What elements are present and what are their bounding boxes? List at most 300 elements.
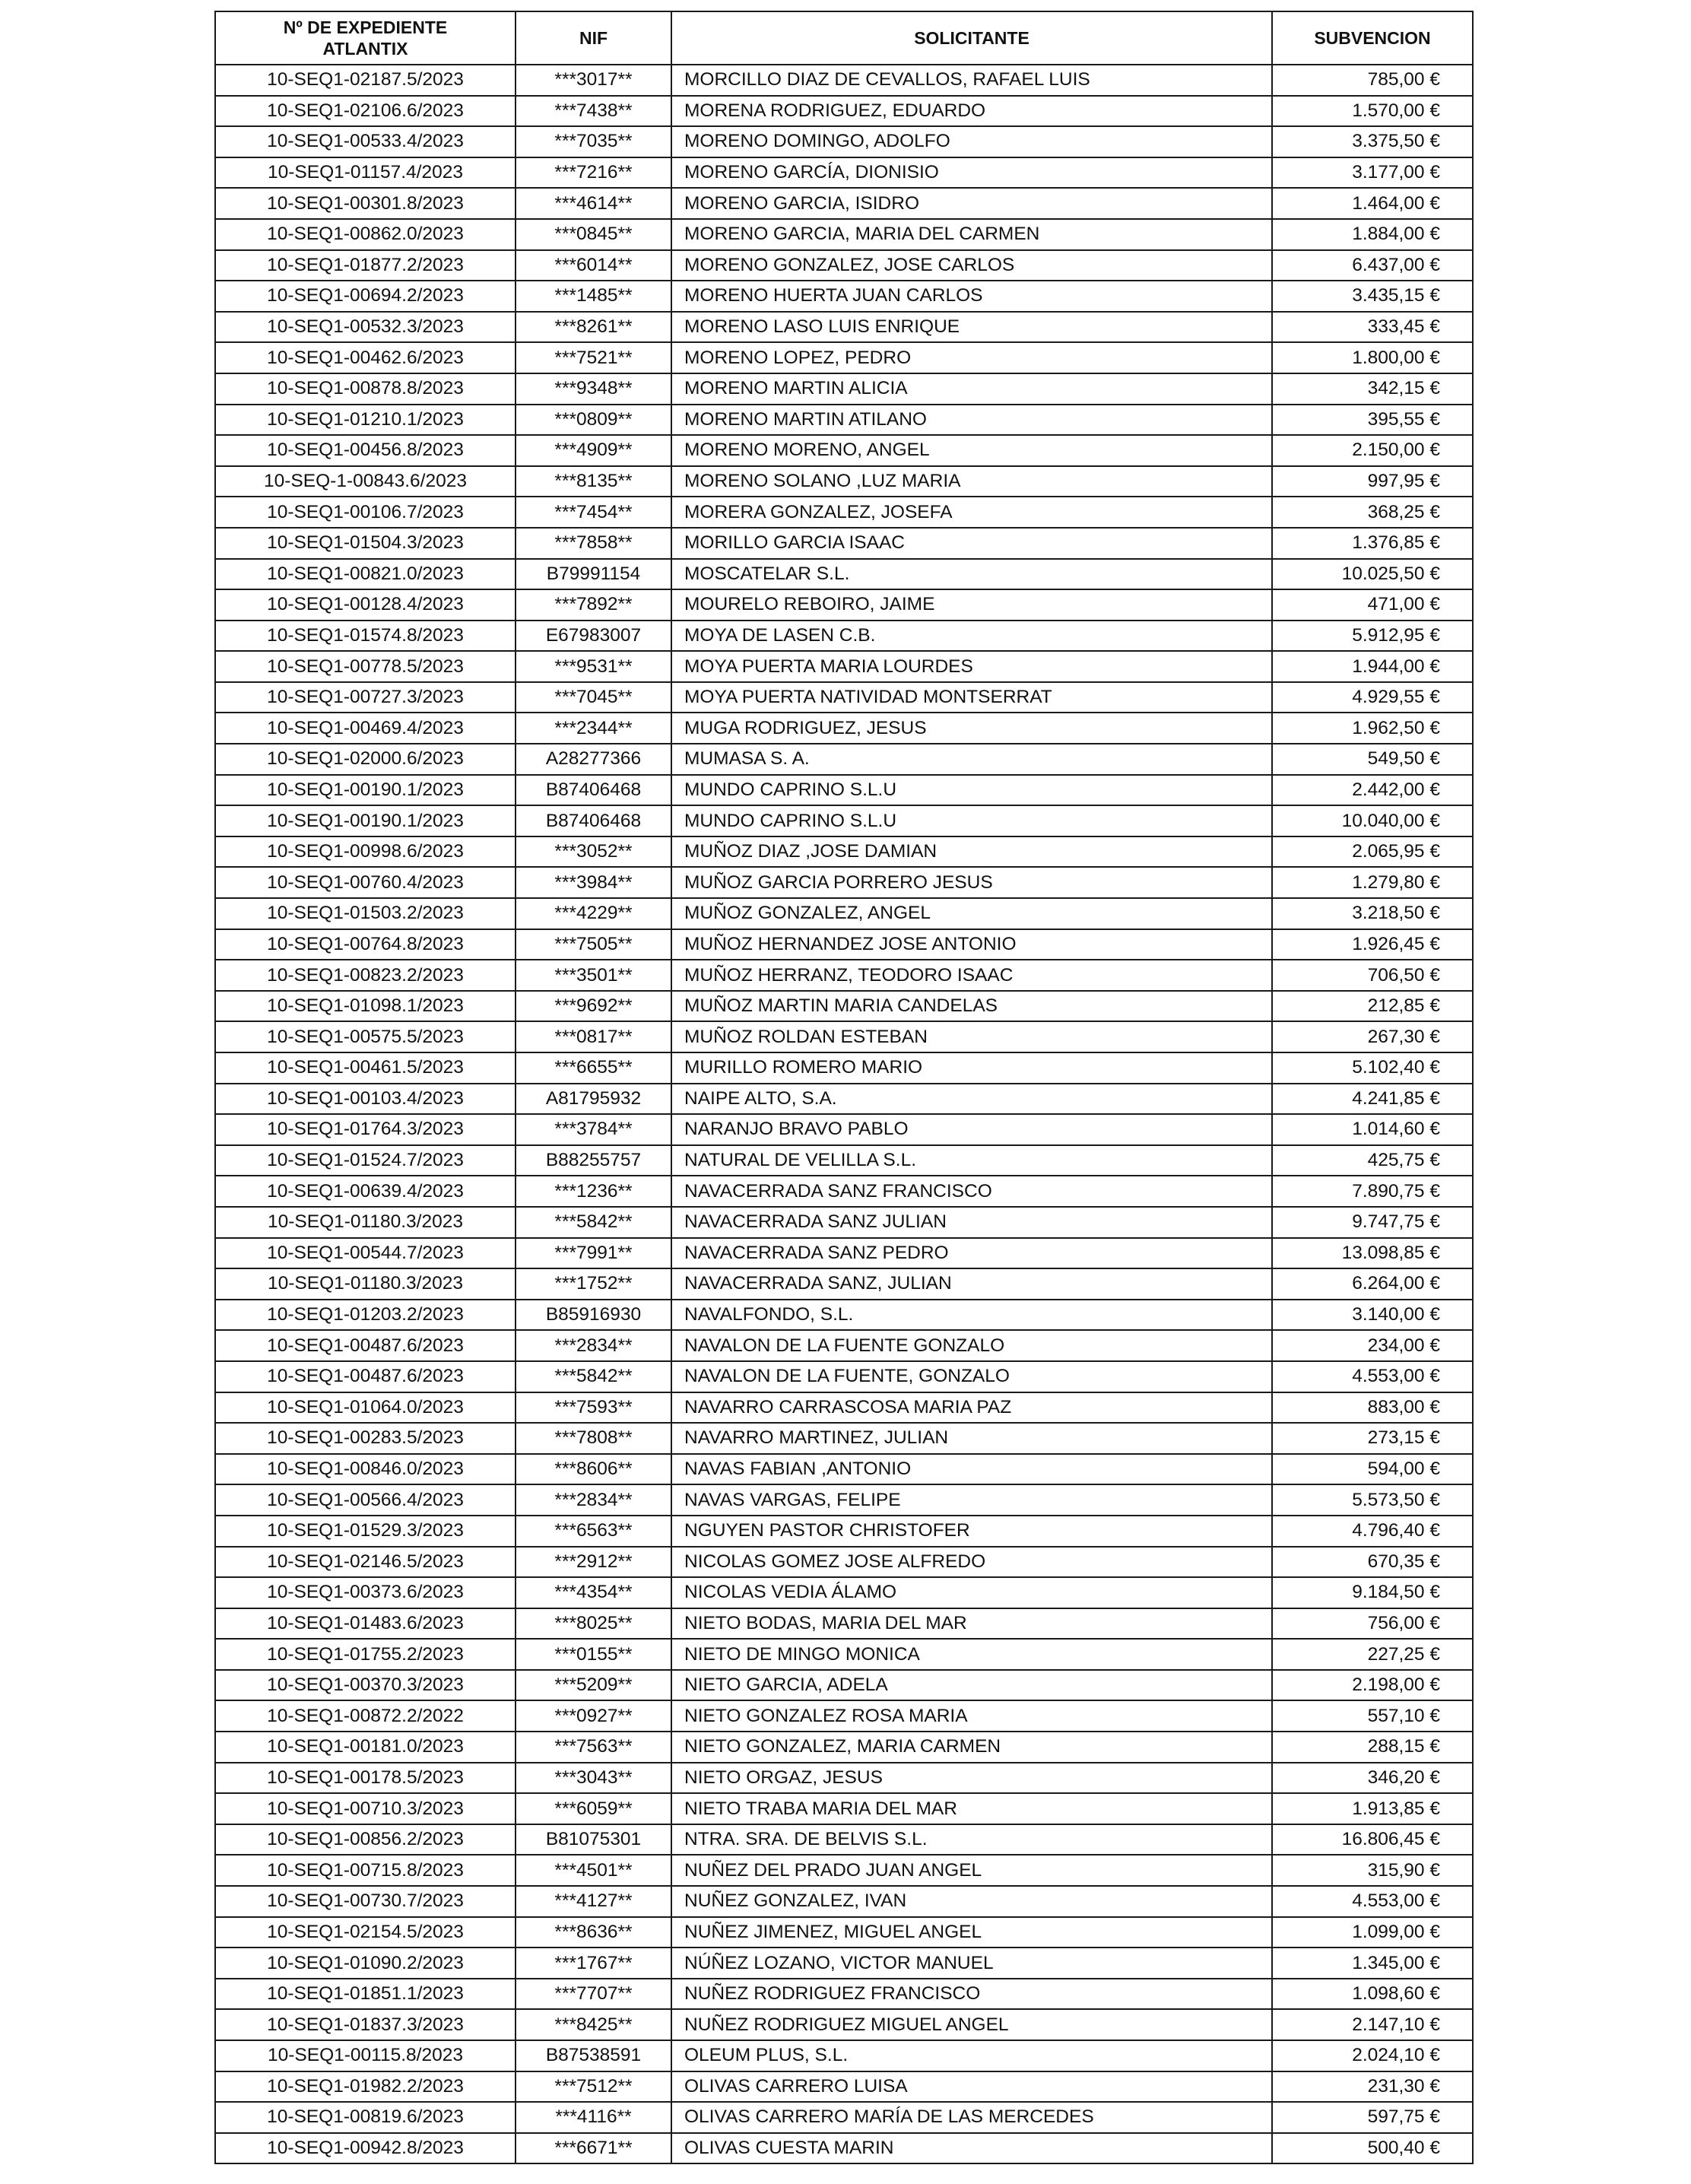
table-row: [215, 1979, 1473, 2010]
cell-subvencion: 368,25 €: [1272, 497, 1473, 528]
table-row: [215, 2133, 1473, 2164]
cell-subvencion: 5.912,95 €: [1272, 621, 1473, 652]
cell-solicitante: NIETO BODAS, MARIA DEL MAR: [671, 1608, 1272, 1640]
cell-solicitante: NAVALON DE LA FUENTE GONZALO: [671, 1330, 1272, 1361]
cell-solicitante: MORERA GONZALEZ, JOSEFA: [671, 497, 1272, 528]
cell-subvencion: 1.884,00 €: [1272, 219, 1473, 250]
table-row: [215, 589, 1473, 621]
cell-expediente: 10-SEQ1-01503.2/2023: [215, 898, 516, 929]
cell-expediente: 10-SEQ1-01764.3/2023: [215, 1114, 516, 1145]
table-row: [215, 219, 1473, 250]
cell-solicitante: NGUYEN PASTOR CHRISTOFER: [671, 1516, 1272, 1547]
cell-expediente: 10-SEQ1-00533.4/2023: [215, 126, 516, 157]
cell-subvencion: 10.040,00 €: [1272, 805, 1473, 836]
cell-expediente: 10-SEQ1-00823.2/2023: [215, 960, 516, 991]
cell-nif: ***6563**: [516, 1516, 671, 1547]
cell-nif: ***4501**: [516, 1855, 671, 1886]
table-row: [215, 1763, 1473, 1794]
cell-solicitante: NUÑEZ JIMENEZ, MIGUEL ANGEL: [671, 1917, 1272, 1948]
cell-solicitante: MURILLO ROMERO MARIO: [671, 1052, 1272, 1084]
table-row: [215, 898, 1473, 929]
cell-solicitante: NIETO GONZALEZ ROSA MARIA: [671, 1700, 1272, 1732]
table-row: [215, 1547, 1473, 1578]
cell-subvencion: 7.890,75 €: [1272, 1176, 1473, 1207]
cell-expediente: 10-SEQ1-01851.1/2023: [215, 1979, 516, 2010]
cell-subvencion: 471,00 €: [1272, 589, 1473, 621]
cell-subvencion: 6.437,00 €: [1272, 250, 1473, 281]
table-row: [215, 96, 1473, 127]
cell-subvencion: 1.099,00 €: [1272, 1917, 1473, 1948]
cell-nif: ***7045**: [516, 682, 671, 713]
cell-subvencion: 3.177,00 €: [1272, 157, 1473, 189]
table-row: [215, 1238, 1473, 1269]
cell-subvencion: 5.102,40 €: [1272, 1052, 1473, 1084]
cell-expediente: 10-SEQ1-01877.2/2023: [215, 250, 516, 281]
cell-expediente: 10-SEQ1-01180.3/2023: [215, 1207, 516, 1238]
cell-solicitante: NÚÑEZ LOZANO, VICTOR MANUEL: [671, 1948, 1272, 1979]
cell-subvencion: 13.098,85 €: [1272, 1238, 1473, 1269]
cell-subvencion: 288,15 €: [1272, 1732, 1473, 1763]
cell-solicitante: MOURELO REBOIRO, JAIME: [671, 589, 1272, 621]
table-row: [215, 991, 1473, 1022]
cell-subvencion: 16.806,45 €: [1272, 1824, 1473, 1855]
table-row: [215, 1392, 1473, 1424]
table-row: [215, 775, 1473, 806]
table-row: [215, 2102, 1473, 2133]
cell-solicitante: NAVACERRADA SANZ PEDRO: [671, 1238, 1272, 1269]
cell-nif: ***3052**: [516, 836, 671, 868]
cell-solicitante: MORCILLO DIAZ DE CEVALLOS, RAFAEL LUIS: [671, 65, 1272, 96]
cell-nif: B87538591: [516, 2040, 671, 2071]
cell-expediente: 10-SEQ1-00878.8/2023: [215, 373, 516, 405]
cell-solicitante: MOSCATELAR S.L.: [671, 559, 1272, 590]
cell-subvencion: 395,55 €: [1272, 405, 1473, 436]
cell-solicitante: MORENO DOMINGO, ADOLFO: [671, 126, 1272, 157]
table-row: [215, 621, 1473, 652]
table-row: [215, 405, 1473, 436]
table-row: [215, 2040, 1473, 2071]
cell-solicitante: NIETO TRABA MARIA DEL MAR: [671, 1793, 1272, 1824]
cell-nif: ***7505**: [516, 929, 671, 960]
cell-expediente: 10-SEQ1-00778.5/2023: [215, 651, 516, 682]
cell-solicitante: NATURAL DE VELILLA S.L.: [671, 1145, 1272, 1176]
cell-solicitante: MORENA RODRIGUEZ, EDUARDO: [671, 96, 1272, 127]
cell-solicitante: MORENO MARTIN ALICIA: [671, 373, 1272, 405]
cell-nif: ***0155**: [516, 1639, 671, 1670]
cell-solicitante: NARANJO BRAVO PABLO: [671, 1114, 1272, 1145]
cell-solicitante: MOYA DE LASEN C.B.: [671, 621, 1272, 652]
cell-expediente: 10-SEQ1-00715.8/2023: [215, 1855, 516, 1886]
cell-expediente: 10-SEQ1-02146.5/2023: [215, 1547, 516, 1578]
table-row: [215, 1732, 1473, 1763]
cell-expediente: 10-SEQ1-00856.2/2023: [215, 1824, 516, 1855]
cell-expediente: 10-SEQ1-00639.4/2023: [215, 1176, 516, 1207]
table-row: [215, 1639, 1473, 1670]
cell-subvencion: 333,45 €: [1272, 312, 1473, 343]
table-row: [215, 1207, 1473, 1238]
cell-nif: ***1767**: [516, 1948, 671, 1979]
cell-nif: B79991154: [516, 559, 671, 590]
cell-expediente: 10-SEQ1-00821.0/2023: [215, 559, 516, 590]
cell-solicitante: MORENO MARTIN ATILANO: [671, 405, 1272, 436]
cell-subvencion: 1.345,00 €: [1272, 1948, 1473, 1979]
cell-nif: ***7035**: [516, 126, 671, 157]
cell-expediente: 10-SEQ1-02187.5/2023: [215, 65, 516, 96]
cell-subvencion: 3.140,00 €: [1272, 1300, 1473, 1331]
cell-subvencion: 1.464,00 €: [1272, 188, 1473, 219]
cell-subvencion: 1.962,50 €: [1272, 713, 1473, 744]
cell-solicitante: MORENO GARCIA, ISIDRO: [671, 188, 1272, 219]
cell-subvencion: 1.926,45 €: [1272, 929, 1473, 960]
cell-subvencion: 557,10 €: [1272, 1700, 1473, 1732]
cell-nif: ***2344**: [516, 713, 671, 744]
cell-nif: ***6655**: [516, 1052, 671, 1084]
table-row: [215, 651, 1473, 682]
cell-subvencion: 2.150,00 €: [1272, 435, 1473, 466]
cell-subvencion: 2.147,10 €: [1272, 2009, 1473, 2040]
table-row: [215, 867, 1473, 898]
cell-nif: ***0927**: [516, 1700, 671, 1732]
table-row: [215, 1855, 1473, 1886]
cell-subvencion: 4.241,85 €: [1272, 1084, 1473, 1115]
table-row: [215, 1886, 1473, 1917]
table-row: [215, 528, 1473, 559]
cell-expediente: 10-SEQ1-00819.6/2023: [215, 2102, 516, 2133]
cell-expediente: 10-SEQ1-00730.7/2023: [215, 1886, 516, 1917]
table-row: [215, 1361, 1473, 1392]
cell-solicitante: MORENO GARCÍA, DIONISIO: [671, 157, 1272, 189]
cell-subvencion: 883,00 €: [1272, 1392, 1473, 1424]
cell-solicitante: NUÑEZ RODRIGUEZ FRANCISCO: [671, 1979, 1272, 2010]
table-row: [215, 744, 1473, 775]
cell-subvencion: 4.553,00 €: [1272, 1361, 1473, 1392]
cell-solicitante: MUNDO CAPRINO S.L.U: [671, 805, 1272, 836]
cell-subvencion: 10.025,50 €: [1272, 559, 1473, 590]
cell-nif: A81795932: [516, 1084, 671, 1115]
cell-subvencion: 3.218,50 €: [1272, 898, 1473, 929]
cell-solicitante: NUÑEZ RODRIGUEZ MIGUEL ANGEL: [671, 2009, 1272, 2040]
cell-nif: ***7892**: [516, 589, 671, 621]
cell-expediente: 10-SEQ1-01837.3/2023: [215, 2009, 516, 2040]
cell-solicitante: OLEUM PLUS, S.L.: [671, 2040, 1272, 2071]
cell-subvencion: 549,50 €: [1272, 744, 1473, 775]
cell-subvencion: 6.264,00 €: [1272, 1268, 1473, 1300]
cell-expediente: 10-SEQ1-00301.8/2023: [215, 188, 516, 219]
cell-solicitante: NAVAS VARGAS, FELIPE: [671, 1484, 1272, 1516]
cell-expediente: 10-SEQ1-00487.6/2023: [215, 1361, 516, 1392]
cell-subvencion: 273,15 €: [1272, 1423, 1473, 1454]
cell-solicitante: OLIVAS CARRERO LUISA: [671, 2071, 1272, 2103]
cell-nif: ***9692**: [516, 991, 671, 1022]
cell-expediente: 10-SEQ1-01203.2/2023: [215, 1300, 516, 1331]
cell-subvencion: 315,90 €: [1272, 1855, 1473, 1886]
cell-subvencion: 234,00 €: [1272, 1330, 1473, 1361]
cell-nif: ***7858**: [516, 528, 671, 559]
cell-nif: ***2834**: [516, 1484, 671, 1516]
cell-subvencion: 425,75 €: [1272, 1145, 1473, 1176]
cell-subvencion: 2.024,10 €: [1272, 2040, 1473, 2071]
cell-expediente: 10-SEQ1-00462.6/2023: [215, 342, 516, 373]
cell-nif: ***4354**: [516, 1577, 671, 1608]
cell-solicitante: NAVARRO CARRASCOSA MARIA PAZ: [671, 1392, 1272, 1424]
cell-nif: ***6059**: [516, 1793, 671, 1824]
cell-expediente: 10-SEQ1-00469.4/2023: [215, 713, 516, 744]
table-row: [215, 1516, 1473, 1547]
cell-expediente: 10-SEQ1-00872.2/2022: [215, 1700, 516, 1732]
cell-nif: ***7512**: [516, 2071, 671, 2103]
cell-solicitante: NAVACERRADA SANZ, JULIAN: [671, 1268, 1272, 1300]
cell-nif: ***2834**: [516, 1330, 671, 1361]
cell-nif: ***8425**: [516, 2009, 671, 2040]
table-row: [215, 1454, 1473, 1485]
cell-nif: ***5842**: [516, 1207, 671, 1238]
cell-expediente: 10-SEQ1-01504.3/2023: [215, 528, 516, 559]
cell-solicitante: MUÑOZ GONZALEZ, ANGEL: [671, 898, 1272, 929]
cell-subvencion: 4.929,55 €: [1272, 682, 1473, 713]
cell-expediente: 10-SEQ1-01064.0/2023: [215, 1392, 516, 1424]
cell-solicitante: NIETO GONZALEZ, MARIA CARMEN: [671, 1732, 1272, 1763]
cell-expediente: 10-SEQ1-00998.6/2023: [215, 836, 516, 868]
cell-subvencion: 1.570,00 €: [1272, 96, 1473, 127]
table-row: [215, 2009, 1473, 2040]
header-nif: NIF: [516, 11, 671, 65]
header-row: [215, 11, 1473, 65]
cell-subvencion: 3.375,50 €: [1272, 126, 1473, 157]
cell-solicitante: MUMASA S. A.: [671, 744, 1272, 775]
table-header: [215, 11, 1473, 65]
cell-solicitante: MUÑOZ HERNANDEZ JOSE ANTONIO: [671, 929, 1272, 960]
cell-subvencion: 1.014,60 €: [1272, 1114, 1473, 1145]
cell-subvencion: 267,30 €: [1272, 1021, 1473, 1052]
cell-subvencion: 346,20 €: [1272, 1763, 1473, 1794]
cell-nif: ***8636**: [516, 1917, 671, 1948]
cell-nif: ***1236**: [516, 1176, 671, 1207]
cell-subvencion: 997,95 €: [1272, 466, 1473, 497]
cell-subvencion: 500,40 €: [1272, 2133, 1473, 2164]
cell-expediente: 10-SEQ1-00846.0/2023: [215, 1454, 516, 1485]
table-row: [215, 65, 1473, 96]
cell-solicitante: NAVAS FABIAN ,ANTONIO: [671, 1454, 1272, 1485]
cell-solicitante: NTRA. SRA. DE BELVIS S.L.: [671, 1824, 1272, 1855]
cell-subvencion: 2.065,95 €: [1272, 836, 1473, 868]
cell-solicitante: MUÑOZ HERRANZ, TEODORO ISAAC: [671, 960, 1272, 991]
subsidy-table: [214, 11, 1474, 2164]
cell-nif: ***8606**: [516, 1454, 671, 1485]
table-row: [215, 250, 1473, 281]
cell-solicitante: MORENO HUERTA JUAN CARLOS: [671, 281, 1272, 312]
cell-solicitante: MUÑOZ DIAZ ,JOSE DAMIAN: [671, 836, 1272, 868]
table-row: [215, 1084, 1473, 1115]
cell-solicitante: NAIPE ALTO, S.A.: [671, 1084, 1272, 1115]
table-row: [215, 1021, 1473, 1052]
cell-nif: B88255757: [516, 1145, 671, 1176]
cell-nif: ***7707**: [516, 1979, 671, 2010]
cell-solicitante: MOYA PUERTA NATIVIDAD MONTSERRAT: [671, 682, 1272, 713]
cell-solicitante: MORENO SOLANO ,LUZ MARIA: [671, 466, 1272, 497]
cell-nif: ***0845**: [516, 219, 671, 250]
cell-expediente: 10-SEQ1-00487.6/2023: [215, 1330, 516, 1361]
table-row: [215, 1484, 1473, 1516]
cell-subvencion: 1.098,60 €: [1272, 1979, 1473, 2010]
cell-expediente: 10-SEQ1-01090.2/2023: [215, 1948, 516, 1979]
cell-solicitante: NAVARRO MARTINEZ, JULIAN: [671, 1423, 1272, 1454]
cell-expediente: 10-SEQ1-01574.8/2023: [215, 621, 516, 652]
table-row: [215, 281, 1473, 312]
cell-expediente: 10-SEQ1-00760.4/2023: [215, 867, 516, 898]
cell-solicitante: NUÑEZ GONZALEZ, IVAN: [671, 1886, 1272, 1917]
cell-solicitante: MORENO LASO LUIS ENRIQUE: [671, 312, 1272, 343]
cell-nif: E67983007: [516, 621, 671, 652]
table-row: [215, 2071, 1473, 2103]
cell-expediente: 10-SEQ1-00764.8/2023: [215, 929, 516, 960]
cell-subvencion: 2.442,00 €: [1272, 775, 1473, 806]
cell-expediente: 10-SEQ1-00115.8/2023: [215, 2040, 516, 2071]
cell-nif: ***6671**: [516, 2133, 671, 2164]
cell-solicitante: MUÑOZ GARCIA PORRERO JESUS: [671, 867, 1272, 898]
cell-nif: ***3501**: [516, 960, 671, 991]
header-subvencion: SUBVENCION: [1272, 11, 1473, 65]
cell-nif: ***7521**: [516, 342, 671, 373]
cell-nif: ***7216**: [516, 157, 671, 189]
cell-nif: ***7563**: [516, 1732, 671, 1763]
cell-nif: ***3017**: [516, 65, 671, 96]
cell-expediente: 10-SEQ1-00283.5/2023: [215, 1423, 516, 1454]
cell-nif: ***8135**: [516, 466, 671, 497]
cell-expediente: 10-SEQ1-00373.6/2023: [215, 1577, 516, 1608]
cell-expediente: 10-SEQ1-00370.3/2023: [215, 1670, 516, 1701]
table-row: [215, 1145, 1473, 1176]
table-row: [215, 1300, 1473, 1331]
cell-nif: ***0817**: [516, 1021, 671, 1052]
table-row: [215, 1423, 1473, 1454]
cell-solicitante: NUÑEZ DEL PRADO JUAN ANGEL: [671, 1855, 1272, 1886]
table-row: [215, 435, 1473, 466]
cell-subvencion: 1.944,00 €: [1272, 651, 1473, 682]
cell-solicitante: MUÑOZ ROLDAN ESTEBAN: [671, 1021, 1272, 1052]
cell-expediente: 10-SEQ1-01157.4/2023: [215, 157, 516, 189]
table-row: [215, 1330, 1473, 1361]
table-row: [215, 1176, 1473, 1207]
table-row: [215, 805, 1473, 836]
table-row: [215, 929, 1473, 960]
cell-nif: B81075301: [516, 1824, 671, 1855]
cell-subvencion: 3.435,15 €: [1272, 281, 1473, 312]
cell-nif: ***4614**: [516, 188, 671, 219]
cell-nif: A28277366: [516, 744, 671, 775]
header-expediente-line1: Nº DE EXPEDIENTE: [283, 17, 448, 37]
cell-expediente: 10-SEQ1-00190.1/2023: [215, 775, 516, 806]
cell-subvencion: 706,50 €: [1272, 960, 1473, 991]
cell-solicitante: NIETO DE MINGO MONICA: [671, 1639, 1272, 1670]
cell-expediente: 10-SEQ1-01483.6/2023: [215, 1608, 516, 1640]
cell-expediente: 10-SEQ1-00190.1/2023: [215, 805, 516, 836]
cell-nif: ***4229**: [516, 898, 671, 929]
cell-subvencion: 5.573,50 €: [1272, 1484, 1473, 1516]
cell-expediente: 10-SEQ1-01098.1/2023: [215, 991, 516, 1022]
cell-nif: ***4127**: [516, 1886, 671, 1917]
table-row: [215, 312, 1473, 343]
cell-subvencion: 670,35 €: [1272, 1547, 1473, 1578]
cell-expediente: 10-SEQ1-01982.2/2023: [215, 2071, 516, 2103]
cell-nif: ***4116**: [516, 2102, 671, 2133]
cell-nif: ***4909**: [516, 435, 671, 466]
table-row: [215, 342, 1473, 373]
cell-nif: ***8261**: [516, 312, 671, 343]
table-row: [215, 713, 1473, 744]
cell-solicitante: NAVACERRADA SANZ FRANCISCO: [671, 1176, 1272, 1207]
cell-nif: ***7593**: [516, 1392, 671, 1424]
table-row: [215, 1268, 1473, 1300]
cell-solicitante: OLIVAS CUESTA MARIN: [671, 2133, 1272, 2164]
table-row: [215, 1700, 1473, 1732]
cell-nif: ***6014**: [516, 250, 671, 281]
cell-expediente: 10-SEQ1-00106.7/2023: [215, 497, 516, 528]
table-row: [215, 1670, 1473, 1701]
cell-subvencion: 342,15 €: [1272, 373, 1473, 405]
cell-nif: B87406468: [516, 775, 671, 806]
cell-nif: ***7991**: [516, 1238, 671, 1269]
cell-nif: ***9531**: [516, 651, 671, 682]
cell-expediente: 10-SEQ1-01210.1/2023: [215, 405, 516, 436]
cell-expediente: 10-SEQ1-02154.5/2023: [215, 1917, 516, 1948]
cell-subvencion: 231,30 €: [1272, 2071, 1473, 2103]
cell-expediente: 10-SEQ1-00942.8/2023: [215, 2133, 516, 2164]
cell-expediente: 10-SEQ-1-00843.6/2023: [215, 466, 516, 497]
cell-subvencion: 1.913,85 €: [1272, 1793, 1473, 1824]
cell-subvencion: 1.800,00 €: [1272, 342, 1473, 373]
cell-nif: ***7438**: [516, 96, 671, 127]
cell-solicitante: MUGA RODRIGUEZ, JESUS: [671, 713, 1272, 744]
cell-subvencion: 597,75 €: [1272, 2102, 1473, 2133]
table-row: [215, 466, 1473, 497]
cell-solicitante: MORENO GARCIA, MARIA DEL CARMEN: [671, 219, 1272, 250]
table-row: [215, 1948, 1473, 1979]
table-body: [215, 65, 1473, 2163]
cell-expediente: 10-SEQ1-02106.6/2023: [215, 96, 516, 127]
table-row: [215, 559, 1473, 590]
cell-subvencion: 594,00 €: [1272, 1454, 1473, 1485]
cell-solicitante: MUNDO CAPRINO S.L.U: [671, 775, 1272, 806]
cell-nif: ***2912**: [516, 1547, 671, 1578]
cell-expediente: 10-SEQ1-00461.5/2023: [215, 1052, 516, 1084]
header-expediente: [215, 11, 516, 65]
cell-expediente: 10-SEQ1-01755.2/2023: [215, 1639, 516, 1670]
cell-subvencion: 2.198,00 €: [1272, 1670, 1473, 1701]
cell-nif: ***1752**: [516, 1268, 671, 1300]
cell-solicitante: MOYA PUERTA MARIA LOURDES: [671, 651, 1272, 682]
table-row: [215, 1114, 1473, 1145]
cell-subvencion: 227,25 €: [1272, 1639, 1473, 1670]
cell-solicitante: MUÑOZ MARTIN MARIA CANDELAS: [671, 991, 1272, 1022]
cell-subvencion: 785,00 €: [1272, 65, 1473, 96]
cell-subvencion: 4.553,00 €: [1272, 1886, 1473, 1917]
cell-solicitante: NIETO ORGAZ, JESUS: [671, 1763, 1272, 1794]
cell-nif: B87406468: [516, 805, 671, 836]
cell-subvencion: 9.184,50 €: [1272, 1577, 1473, 1608]
cell-nif: ***9348**: [516, 373, 671, 405]
cell-nif: ***1485**: [516, 281, 671, 312]
header-solicitante: SOLICITANTE: [671, 11, 1272, 65]
table-row: [215, 960, 1473, 991]
cell-expediente: 10-SEQ1-01529.3/2023: [215, 1516, 516, 1547]
table-row: [215, 1052, 1473, 1084]
table-row: [215, 1917, 1473, 1948]
cell-nif: ***7808**: [516, 1423, 671, 1454]
cell-solicitante: NAVACERRADA SANZ JULIAN: [671, 1207, 1272, 1238]
cell-expediente: 10-SEQ1-00103.4/2023: [215, 1084, 516, 1115]
cell-expediente: 10-SEQ1-00575.5/2023: [215, 1021, 516, 1052]
cell-nif: ***3043**: [516, 1763, 671, 1794]
